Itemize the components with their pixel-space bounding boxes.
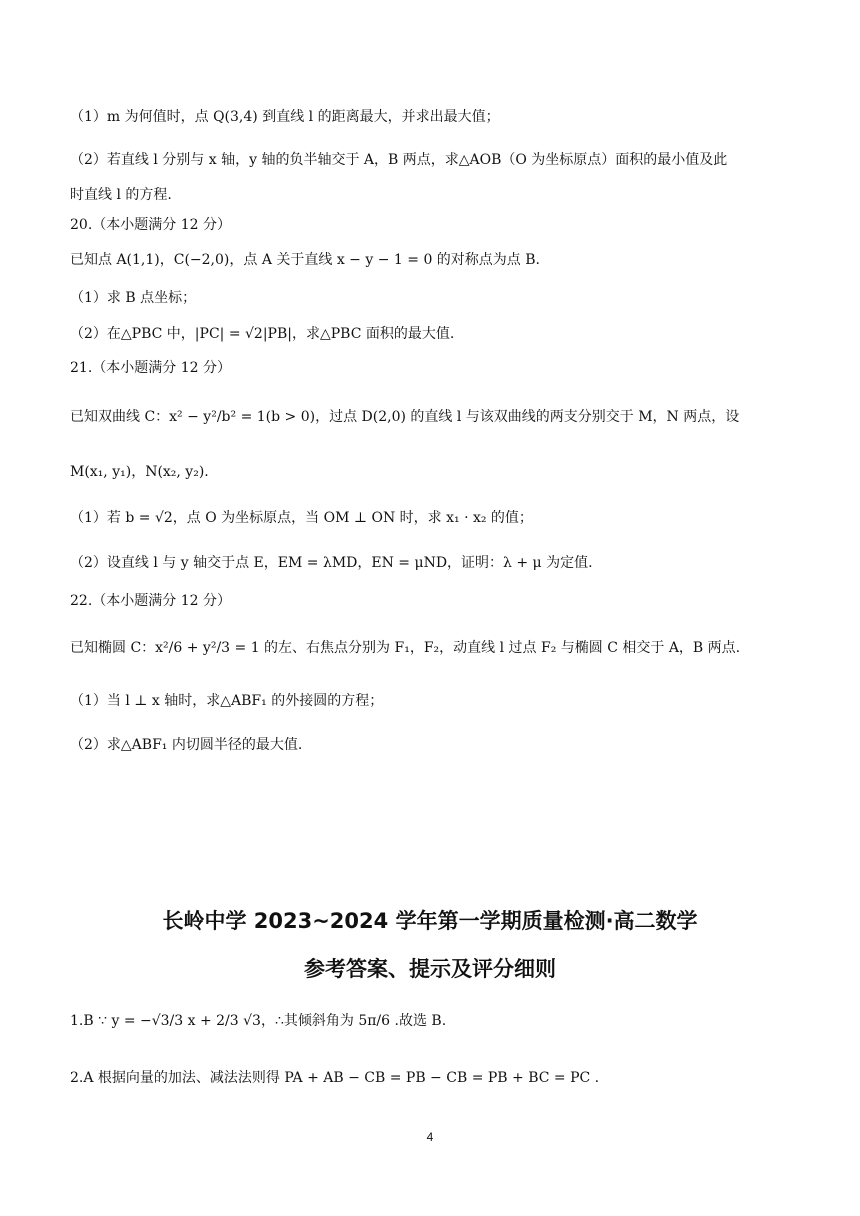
q22-part1: （1）当 l ⊥ x 轴时，求△ABF₁ 的外接圆的方程； (70, 693, 384, 709)
q21-part2: （2）设直线 l 与 y 轴交于点 E，EM = λMD，EN = μND，证明：λ + μ 为定值. (70, 555, 593, 571)
answer-2: 2.A 根据向量的加法、减法法则得 PA + AB − CB = PB − CB = PB + BC = PC . (70, 1070, 600, 1086)
q20-header: 20.（本小题满分 12 分） (70, 217, 231, 233)
q22-part2: （2）求△ABF₁ 内切圆半径的最大值. (70, 737, 303, 753)
q20-part1: （1）求 B 点坐标； (70, 290, 197, 306)
q21-part1: （1）若 b = √2，点 O 为坐标原点，当 OM ⊥ ON 时，求 x₁ · x₂ 的值； (70, 510, 533, 526)
q21-header: 21.（本小题满分 12 分） (70, 360, 231, 376)
q21-stem: 已知双曲线 C：x² − y²/b² = 1(b > 0)，过点 D(2,0) 的直线 l 与该双曲线的两支分别交于 M，N 两点，设 (70, 409, 740, 425)
q20-part2: （2）在△PBC 中，|PC| = √2|PB|，求△PBC 面积的最大值. (70, 326, 455, 342)
q21-stem-cont: M(x₁, y₁)，N(x₂, y₂). (70, 464, 209, 480)
q22-stem: 已知椭圆 C：x²/6 + y²/3 = 1 的左、右焦点分别为 F₁，F₂，动直线 l 过点 F₂ 与椭圆 C 相交于 A，B 两点. (70, 640, 741, 656)
answer-title: 长岭中学 2023~2024 学年第一学期质量检测·高二数学 (162, 909, 698, 933)
q19-part1: （1）m 为何值时，点 Q(3,4) 到直线 l 的距离最大，并求出最大值； (70, 109, 500, 125)
page-number: 4 (426, 1130, 434, 1144)
q19-part2-cont: 时直线 l 的方程. (70, 187, 172, 203)
answer-subtitle: 参考答案、提示及评分细则 (304, 957, 556, 981)
q19-part2: （2）若直线 l 分别与 x 轴，y 轴的负半轴交于 A，B 两点，求△AOB（O 为坐标原点）面积的最小值及此 (70, 152, 728, 168)
q22-header: 22.（本小题满分 12 分） (70, 593, 231, 609)
answer-1: 1.B ∵ y = −√3/3 x + 2/3 √3，∴其倾斜角为 5π/6 .故选 B. (70, 1013, 447, 1029)
q20-stem: 已知点 A(1,1)，C(−2,0)，点 A 关于直线 x − y − 1 = 0 的对称点为点 B. (70, 252, 540, 268)
